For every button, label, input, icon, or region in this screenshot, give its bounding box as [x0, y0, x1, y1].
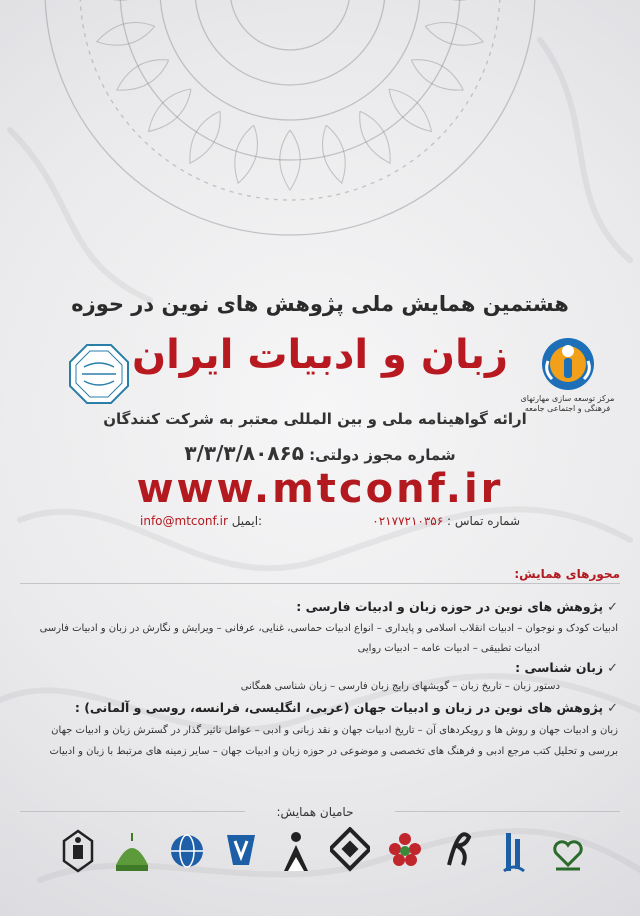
- axis-heading-3: [18, 700, 618, 716]
- hands-heart-icon: [548, 827, 588, 879]
- figure-emblem-icon: [276, 827, 316, 879]
- email-label: ایمیل:: [231, 514, 263, 528]
- axis-line: زبان و ادبیات جهان و روش ها و رویکردهای آن – تاریخ ادبیات جهان و نقد زبانی و ادبی – عوامل تاثیر گذار در گسترش زبان و ادبیات جهان: [51, 725, 618, 736]
- mosque-dome-icon: [112, 827, 152, 879]
- sponsors-divider-right: [395, 811, 620, 812]
- axis-line: دستور زبان – تاریخ زبان – گویشهای رایج زبان فارسی – زبان شناسی همگانی: [240, 681, 560, 692]
- check-icon: ✓: [607, 701, 618, 716]
- conference-title-line1: هشتمین همایش ملی پژوهش های نوین در حوزه: [71, 292, 569, 316]
- sponsor-logos: [58, 823, 588, 883]
- permit-number: ۳/۳/۳/۸۰۸۶۵: [184, 441, 304, 465]
- organizer-emblem-icon: [518, 335, 618, 397]
- check-icon: ✓: [607, 661, 618, 676]
- certificate-note: ارائه گواهینامه ملی و بین المللی معتبر به شرکت کنندگان: [103, 410, 527, 428]
- permit-label: شماره مجوز دولتی:: [309, 446, 456, 464]
- axis-heading-text: زبان شناسی :: [515, 660, 604, 675]
- sponsors-divider-left: [20, 811, 245, 812]
- axis-heading-text: پژوهش های نوین در زبان و ادبیات جهان (عربی، انگلیسی، فرانسه، روسی و آلمانی) :: [74, 700, 604, 715]
- check-icon: ✓: [607, 600, 618, 615]
- conference-title-line2: زبان و ادبیات ایران: [131, 332, 509, 378]
- vertical-bars-icon: [494, 827, 534, 879]
- website-link[interactable]: www.mtconf.ir: [136, 466, 504, 512]
- flower-emblem-icon: [385, 827, 425, 879]
- axes-title: محورهای همایش:: [514, 567, 620, 581]
- azad-university-icon: [221, 827, 261, 879]
- axis-heading-2: [18, 660, 618, 676]
- organizer-name-line1: مرکز توسعه سازی مهارتهای: [520, 394, 615, 403]
- axis-heading-text: پژوهش های نوین در حوزه زبان و ادبیات فارسی :: [296, 599, 604, 614]
- axis-heading-1: [18, 599, 618, 615]
- calligraphy-icon: [439, 827, 479, 879]
- phone-group: [372, 514, 520, 528]
- sponsors-title: حامیان همایش:: [276, 805, 354, 819]
- axis-line: ادبیات تطبیقی – ادبیات عامه – ادبیات روایی: [357, 643, 540, 654]
- permit-info: [120, 441, 520, 465]
- phone-value: ۰۲۱۷۷۲۱۰۳۵۶: [372, 514, 444, 528]
- kufic-square-icon: [330, 827, 370, 879]
- university-emblem-icon: [58, 827, 98, 879]
- globe-emblem-icon: [167, 827, 207, 879]
- contact-info: [140, 514, 520, 528]
- axis-line: ادبیات کودک و نوجوان – ادبیات انقلاب اسلامی و پایداری – انواع ادبیات حماسی، غنایی، عرفانی – ویرایش و نگارش در زبان و ادبیات فارسی: [39, 623, 618, 634]
- axis-line: بررسی و تحلیل کتب مرجع ادبی و فرهنگ های تخصصی و موضوعی در حوزه زبان و ادبیات جهان – سایر زمینه های مرتبط با زبان و ادبیات: [49, 746, 618, 757]
- axes-divider: [20, 583, 620, 584]
- phone-label: شماره تماس :: [447, 514, 520, 528]
- organizer-name-line2: فرهنگی و اجتماعی جامعه: [524, 404, 611, 413]
- email-value[interactable]: info@mtconf.ir: [140, 514, 228, 528]
- email-group: [140, 514, 262, 528]
